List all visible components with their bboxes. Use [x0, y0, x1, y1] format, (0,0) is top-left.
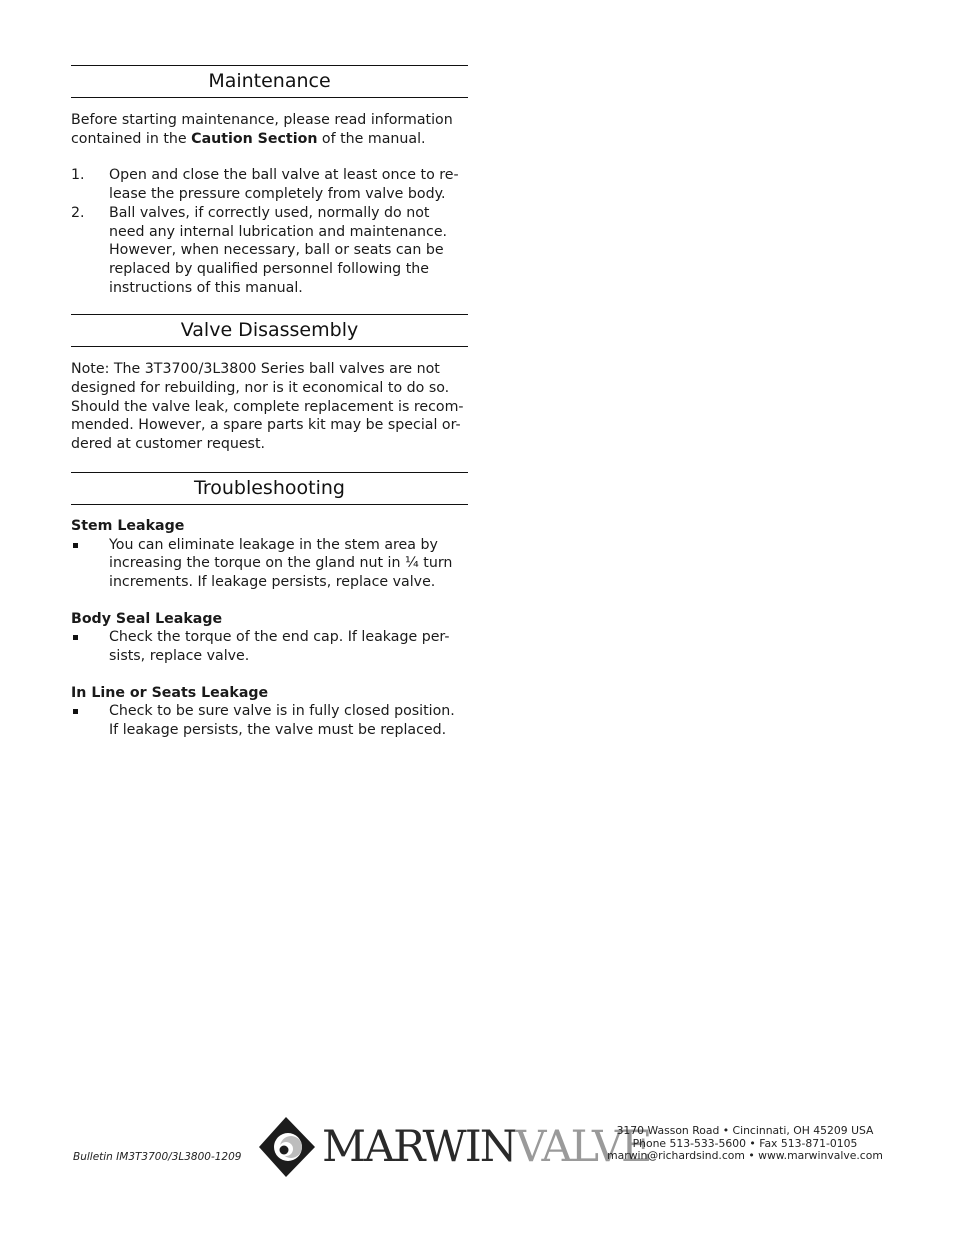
bullet-icon — [73, 709, 78, 714]
bullet-text: You can eliminate leakage in the stem area by increasing the torque on the gland nut in ¼ turn increments. If leakage persists, replace valve. — [109, 536, 453, 590]
subheading-body-seal-leakage: Body Seal Leakage — [71, 610, 223, 627]
troubleshooting-group-body-seal — [71, 610, 468, 666]
intro-text: Before starting maintenance, please read information contained in the — [71, 112, 453, 147]
phone-fax-line: Phone 513-533-5600 • Fax 513-871-0105 — [632, 1136, 858, 1150]
intro-text-end: of the manual. — [317, 130, 426, 147]
list-item — [71, 166, 468, 203]
logo-word-valve: VALVE — [515, 1122, 651, 1172]
bullet-icon — [73, 543, 78, 548]
bullet-icon — [73, 635, 78, 640]
step-number: 1. — [71, 167, 85, 184]
troubleshooting-heading: Troubleshooting — [71, 472, 468, 505]
list-item — [71, 628, 468, 665]
logo-word-marwin: MARWIN — [322, 1122, 516, 1172]
maintenance-steps — [71, 166, 468, 297]
troubleshooting-group-stem — [71, 517, 468, 592]
step-text: Open and close the ball valve at least once to re-lease the pressure completely from valve body. — [109, 167, 459, 203]
maintenance-intro — [71, 111, 468, 148]
content-column — [71, 65, 468, 740]
bullet-text: Check the torque of the end cap. If leakage per-sists, replace valve. — [109, 629, 450, 665]
company-address — [600, 1125, 890, 1163]
maintenance-heading: Maintenance — [71, 65, 468, 98]
valve-disassembly-heading: Valve Disassembly — [71, 314, 468, 347]
subheading-stem-leakage: Stem Leakage — [71, 517, 185, 534]
step-number: 2. — [71, 204, 85, 221]
bulletin-number: Bulletin IM3T3700/3L3800-1209 — [73, 1151, 242, 1163]
bullet-text: Check to be sure valve is in fully closed position. If leakage persists, the valve must be replaced. — [109, 703, 455, 739]
list-item — [71, 702, 468, 739]
list-item — [71, 204, 468, 298]
address-line: 3170 Wasson Road • Cincinnati, OH 45209 USA — [616, 1124, 874, 1137]
caution-section-reference: Caution Section — [191, 130, 318, 147]
email-web-line: marwin@richardsind.com • www.marwinvalve.com — [607, 1149, 883, 1163]
list-item — [71, 536, 468, 592]
disassembly-note: Note: The 3T3700/3L3800 Series ball valves are not designed for rebuilding, nor is it economical to do so. Should the valve leak, complete replacement is recom-mended. However, a spare parts kit may be special or-dered at customer request. — [71, 361, 464, 453]
marwin-logo-icon — [258, 1116, 320, 1178]
subheading-seats-leakage: In Line or Seats Leakage — [71, 684, 269, 701]
marwin-valve-logo — [258, 1116, 651, 1178]
troubleshooting-group-seats — [71, 684, 468, 740]
step-text: Ball valves, if correctly used, normally do not need any internal lubrication and maintenance. However, when necessary, ball or seats can be replaced by qualified personnel following the instructions of this manual. — [109, 204, 448, 296]
